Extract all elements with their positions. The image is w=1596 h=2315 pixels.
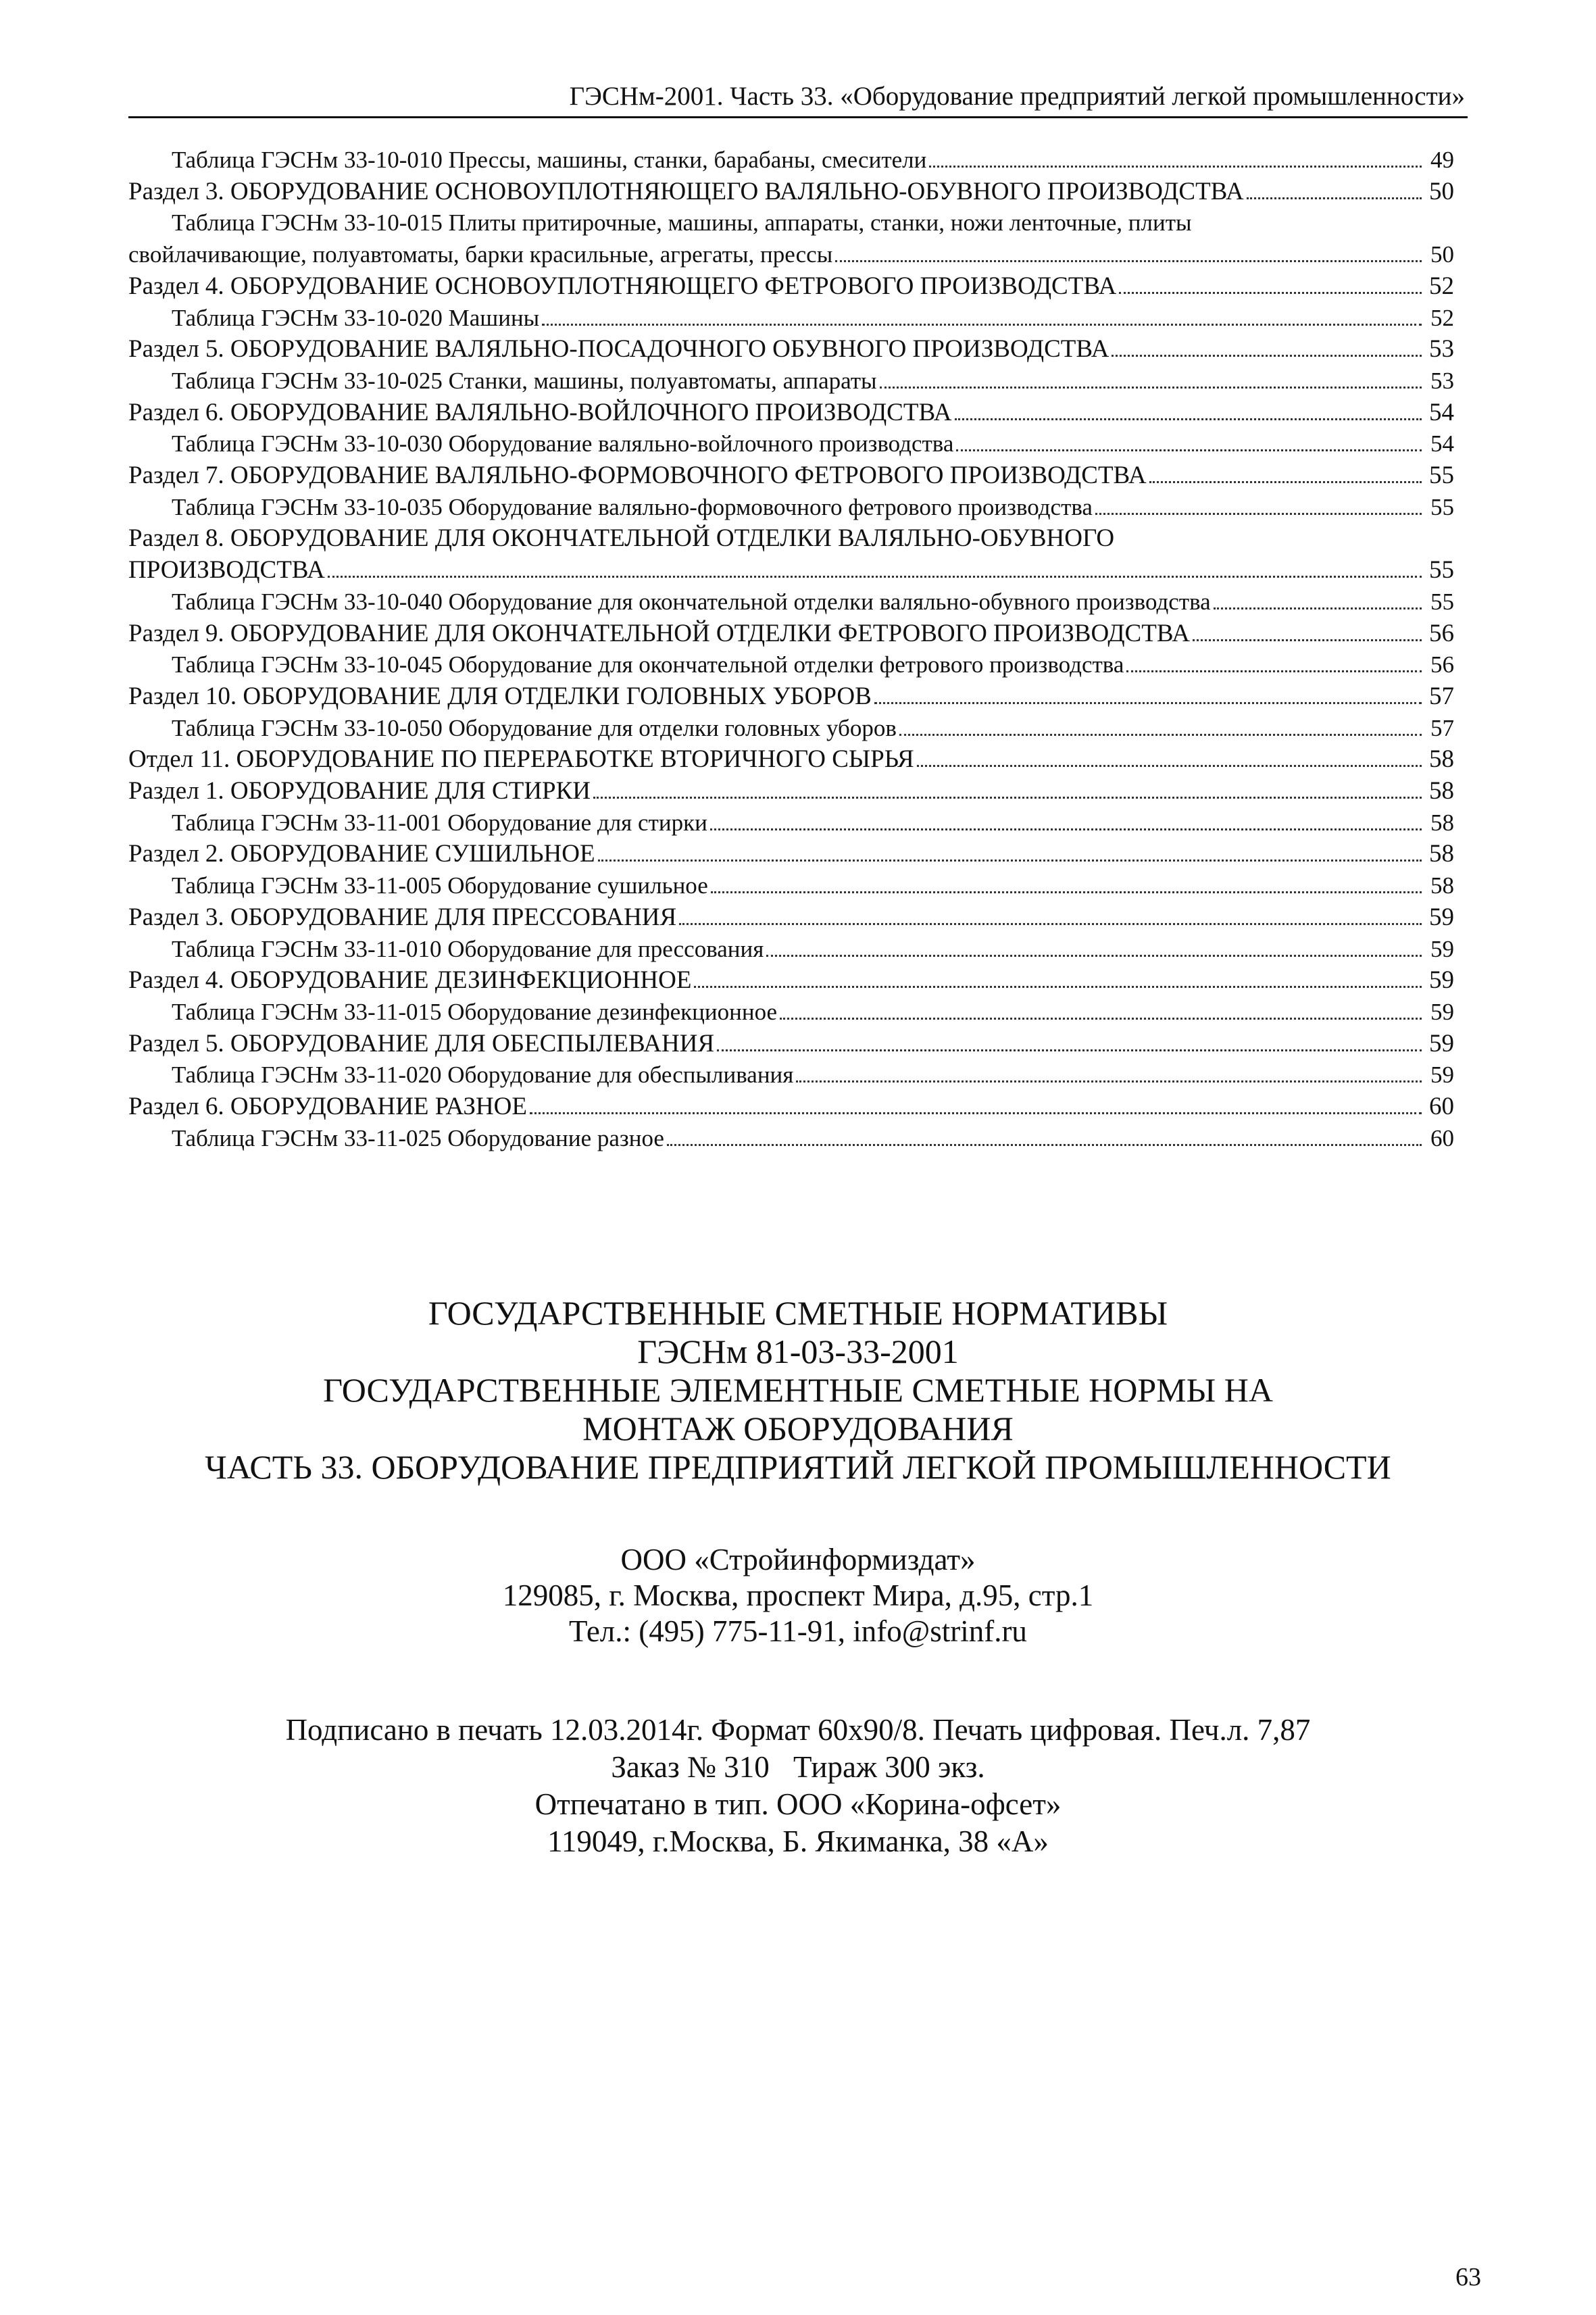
toc-dot-leader <box>679 923 1422 925</box>
toc-page-number: 59 <box>1430 998 1454 1025</box>
toc-table-entry <box>128 1123 1454 1155</box>
toc-dot-leader <box>796 1080 1422 1082</box>
running-header: ГЭСНм-2001. Часть 33. «Оборудование предприятий легкой промышленности» <box>569 82 1465 111</box>
toc-section-entry <box>128 839 1454 870</box>
publisher-contacts: Тел.: (495) 775-11-91, info@strinf.ru <box>569 1614 1027 1648</box>
toc-entry-title: Таблица ГЭСНм 33-10-010 Прессы, машины, станки, барабаны, смесители <box>172 147 927 173</box>
toc-entry-title: Раздел 6. ОБОРУДОВАНИЕ ВАЛЯЛЬНО-ВОЙЛОЧНОГО ПРОИЗВОДСТВА <box>128 398 952 426</box>
toc-entry-title: Таблица ГЭСНм 33-11-005 Оборудование сушильное <box>172 872 708 899</box>
title-line-5: ЧАСТЬ 33. ОБОРУДОВАНИЕ ПРЕДПРИЯТИЙ ЛЕГКОЙ ПРОМЫШЛЕННОСТИ <box>205 1448 1391 1486</box>
toc-page-number: 59 <box>1430 1062 1454 1089</box>
printer-address: 119049, г.Москва, Б. Якиманка, 38 «А» <box>547 1824 1049 1858</box>
toc-page-number: 54 <box>1429 398 1454 426</box>
toc-entry-title: Раздел 4. ОБОРУДОВАНИЕ ОСНОВОУПЛОТНЯЮЩЕГО ФЕТРОВОГО ПРОИЗВОДСТВА <box>128 272 1117 300</box>
toc-page-number: 52 <box>1430 304 1454 331</box>
toc-section-entry <box>128 776 1454 807</box>
toc-page-number: 56 <box>1429 619 1454 647</box>
toc-page-number: 58 <box>1429 745 1454 774</box>
toc-page-number: 55 <box>1430 588 1454 615</box>
toc-entry-title: Таблица ГЭСНм 33-11-010 Оборудование для прессования <box>172 935 764 962</box>
toc-page-number: 58 <box>1429 840 1454 868</box>
toc-entry-title: Таблица ГЭСНм 33-11-001 Оборудование для стирки <box>172 809 707 836</box>
toc-page-number: 53 <box>1429 335 1454 364</box>
toc-dot-leader <box>899 734 1422 736</box>
toc-table-entry <box>128 997 1454 1028</box>
order-number: Заказ № 310 <box>611 1750 770 1784</box>
toc-table-entry <box>128 807 1454 839</box>
toc-entry-title: Таблица ГЭСНм 33-11-020 Оборудование для обеспыливания <box>172 1062 794 1089</box>
toc-section-entry <box>128 271 1454 303</box>
toc-entry-title: Таблица ГЭСНм 33-10-045 Оборудование для окончательной отделки фетрового производства <box>172 651 1124 678</box>
toc-entry-title: Таблица ГЭСНм 33-11-015 Оборудование дезинфекционное <box>172 998 778 1025</box>
toc-dot-leader <box>694 986 1422 988</box>
toc-page-number: 60 <box>1429 1093 1454 1121</box>
toc-table-entry <box>128 870 1454 902</box>
toc-table-entry <box>128 366 1454 397</box>
toc-table-entry <box>128 649 1454 681</box>
toc-page-number: 50 <box>1429 177 1454 205</box>
toc-page-number: 58 <box>1430 809 1454 836</box>
toc-section-entry <box>128 523 1454 586</box>
toc-dot-leader <box>874 702 1422 704</box>
toc-page-number: 60 <box>1430 1124 1454 1151</box>
toc-dot-leader <box>1247 197 1422 199</box>
title-line-4: МОНТАЖ ОБОРУДОВАНИЯ <box>582 1410 1014 1447</box>
toc-dot-leader <box>328 576 1422 578</box>
toc-table-entry <box>128 713 1454 745</box>
publisher-name: ООО «Стройинформиздат» <box>620 1543 976 1576</box>
toc-section-entry <box>128 1091 1454 1123</box>
toc-entry-title-continued: ПРОИЗВОДСТВА <box>128 556 325 584</box>
toc-entry-title: Раздел 7. ОБОРУДОВАНИЕ ВАЛЯЛЬНО-ФОРМОВОЧНОГО ФЕТРОВОГО ПРОИЗВОДСТВА <box>128 462 1147 490</box>
printed-at: Отпечатано в тип. ООО «Корина-офсет» <box>534 1787 1062 1821</box>
toc-entry-title: Раздел 2. ОБОРУДОВАНИЕ СУШИЛЬНОЕ <box>128 840 595 868</box>
toc-table-entry <box>128 303 1454 334</box>
toc-dot-leader <box>780 1018 1422 1020</box>
toc-page-number: 54 <box>1430 430 1454 457</box>
print-info-block <box>0 1712 1596 1860</box>
toc-section-entry <box>128 1028 1454 1060</box>
toc-page-number: 57 <box>1429 682 1454 710</box>
toc-entry-title: Раздел 9. ОБОРУДОВАНИЕ ДЛЯ ОКОНЧАТЕЛЬНОЙ ОТДЕЛКИ ФЕТРОВОГО ПРОИЗВОДСТВА <box>128 619 1190 647</box>
toc-entry-title: Таблица ГЭСНм 33-11-025 Оборудование разное <box>172 1124 664 1151</box>
toc-entry-title: Раздел 3. ОБОРУДОВАНИЕ ОСНОВОУПЛОТНЯЮЩЕГО ВАЛЯЛЬНО-ОБУВНОГО ПРОИЗВОДСТВА <box>128 177 1244 205</box>
toc-dot-leader <box>1126 670 1422 672</box>
toc-entry-title: Таблица ГЭСНм 33-10-050 Оборудование для отделки головных уборов <box>172 714 897 741</box>
circulation: Тираж 300 экз. <box>793 1750 985 1784</box>
toc-page-number: 55 <box>1430 493 1454 520</box>
publisher-address: 129085, г. Москва, проспект Мира, д.95, стр.1 <box>502 1578 1094 1612</box>
toc-section-entry <box>128 334 1454 366</box>
toc-entry-title: Раздел 3. ОБОРУДОВАНИЕ ДЛЯ ПРЕССОВАНИЯ <box>128 903 677 931</box>
toc-table-entry <box>128 428 1454 460</box>
toc-entry-title: Таблица ГЭСНм 33-10-020 Машины <box>172 304 540 331</box>
toc-entry-title: Таблица ГЭСНм 33-10-025 Станки, машины, полуавтоматы, аппараты <box>172 367 877 394</box>
toc-dot-leader <box>710 828 1422 830</box>
toc-section-entry <box>128 902 1454 934</box>
toc-table-entry <box>128 145 1454 176</box>
toc-dot-leader <box>717 1049 1422 1051</box>
toc-page-number: 56 <box>1430 651 1454 678</box>
toc-dot-leader <box>1149 481 1422 483</box>
toc-dot-leader <box>766 955 1422 957</box>
toc-dot-leader <box>1095 513 1422 515</box>
toc-dot-leader <box>1193 639 1422 641</box>
toc-page-number: 59 <box>1429 966 1454 995</box>
toc-page-number: 59 <box>1429 1029 1454 1057</box>
toc-entry-title: Раздел 10. ОБОРУДОВАНИЕ ДЛЯ ОТДЕЛКИ ГОЛОВНЫХ УБОРОВ <box>128 682 872 710</box>
publisher-block <box>0 1542 1596 1649</box>
toc-table-entry <box>128 934 1454 966</box>
toc-dot-leader <box>593 797 1422 799</box>
table-of-contents <box>128 145 1454 1155</box>
toc-dot-leader <box>542 324 1422 326</box>
title-line-2: ГЭСНм 81-03-33-2001 <box>637 1333 959 1370</box>
toc-entry-title: Раздел 4. ОБОРУДОВАНИЕ ДЕЗИНФЕКЦИОННОЕ <box>128 966 692 995</box>
toc-page-number: 55 <box>1429 462 1454 490</box>
toc-dot-leader <box>917 765 1422 767</box>
toc-section-entry <box>128 397 1454 429</box>
toc-dot-leader <box>880 387 1422 389</box>
toc-page-number: 50 <box>1430 241 1454 268</box>
toc-dot-leader <box>598 860 1422 862</box>
toc-dot-leader <box>956 449 1422 451</box>
title-line-3: ГОСУДАРСТВЕННЫЕ ЭЛЕМЕНТНЫЕ СМЕТНЫЕ НОРМЫ НА <box>323 1371 1273 1409</box>
toc-dot-leader <box>1119 292 1422 294</box>
toc-dot-leader <box>530 1112 1422 1114</box>
toc-page-number: 58 <box>1430 872 1454 899</box>
toc-entry-title: Раздел 8. ОБОРУДОВАНИЕ ДЛЯ ОКОНЧАТЕЛЬНОЙ ОТДЕЛКИ ВАЛЯЛЬНО-ОБУВНОГО <box>128 524 1115 553</box>
toc-page-number: 58 <box>1429 777 1454 805</box>
toc-page-number: 53 <box>1430 367 1454 394</box>
page-number: 63 <box>1455 2263 1481 2291</box>
toc-dot-leader <box>1214 607 1422 609</box>
toc-section-entry <box>128 618 1454 650</box>
toc-entry-title: Таблица ГЭСНм 33-10-015 Плиты притирочные, машины, аппараты, станки, ножи ленточные, плиты <box>172 209 1192 237</box>
toc-entry-title: Раздел 5. ОБОРУДОВАНИЕ ДЛЯ ОБЕСПЫЛЕВАНИЯ <box>128 1029 715 1057</box>
toc-dot-leader <box>667 1144 1422 1146</box>
header-rule <box>128 116 1468 118</box>
toc-section-entry <box>128 965 1454 997</box>
toc-dot-leader <box>929 166 1422 168</box>
title-line-1: ГОСУДАРСТВЕННЫЕ СМЕТНЫЕ НОРМАТИВЫ <box>428 1294 1168 1332</box>
toc-table-entry <box>128 587 1454 618</box>
toc-entry-title: Раздел 5. ОБОРУДОВАНИЕ ВАЛЯЛЬНО-ПОСАДОЧНОГО ОБУВНОГО ПРОИЗВОДСТВА <box>128 335 1109 364</box>
toc-page-number: 59 <box>1429 903 1454 931</box>
document-title-block <box>0 1294 1596 1487</box>
toc-page-number: 49 <box>1430 147 1454 173</box>
toc-section-entry <box>128 681 1454 713</box>
toc-table-entry <box>128 492 1454 524</box>
toc-dot-leader <box>711 891 1422 893</box>
print-signed: Подписано в печать 12.03.2014г. Формат 60х90/8. Печать цифровая. Печ.л. 7,87 <box>285 1713 1311 1747</box>
toc-section-entry <box>128 176 1454 208</box>
toc-table-entry <box>128 1060 1454 1091</box>
toc-entry-title: Таблица ГЭСНм 33-10-035 Оборудование валяльно-формовочного фетрового производства <box>172 493 1093 520</box>
toc-section-entry <box>128 460 1454 492</box>
toc-entry-title: Отдел 11. ОБОРУДОВАНИЕ ПО ПЕРЕРАБОТКЕ ВТОРИЧНОГО СЫРЬЯ <box>128 745 914 774</box>
order-line <box>0 1749 1596 1786</box>
toc-page-number: 59 <box>1430 935 1454 962</box>
toc-page-number: 52 <box>1429 272 1454 300</box>
toc-entry-title: Таблица ГЭСНм 33-10-040 Оборудование для окончательной отделки валяльно-обувного производства <box>172 588 1211 615</box>
toc-dot-leader <box>1112 355 1422 357</box>
toc-dot-leader <box>955 418 1422 420</box>
toc-entry-title: Раздел 6. ОБОРУДОВАНИЕ РАЗНОЕ <box>128 1093 527 1121</box>
toc-section-entry <box>128 744 1454 776</box>
toc-table-entry <box>128 207 1454 270</box>
toc-entry-title: Раздел 1. ОБОРУДОВАНИЕ ДЛЯ СТИРКИ <box>128 777 591 805</box>
toc-dot-leader <box>835 260 1422 262</box>
toc-page-number: 55 <box>1429 556 1454 584</box>
toc-page-number: 57 <box>1430 714 1454 741</box>
toc-entry-title: Таблица ГЭСНм 33-10-030 Оборудование валяльно-войлочного производства <box>172 430 954 457</box>
toc-entry-title-continued: свойлачивающие, полуавтоматы, барки красильные, агрегаты, прессы <box>128 241 833 268</box>
